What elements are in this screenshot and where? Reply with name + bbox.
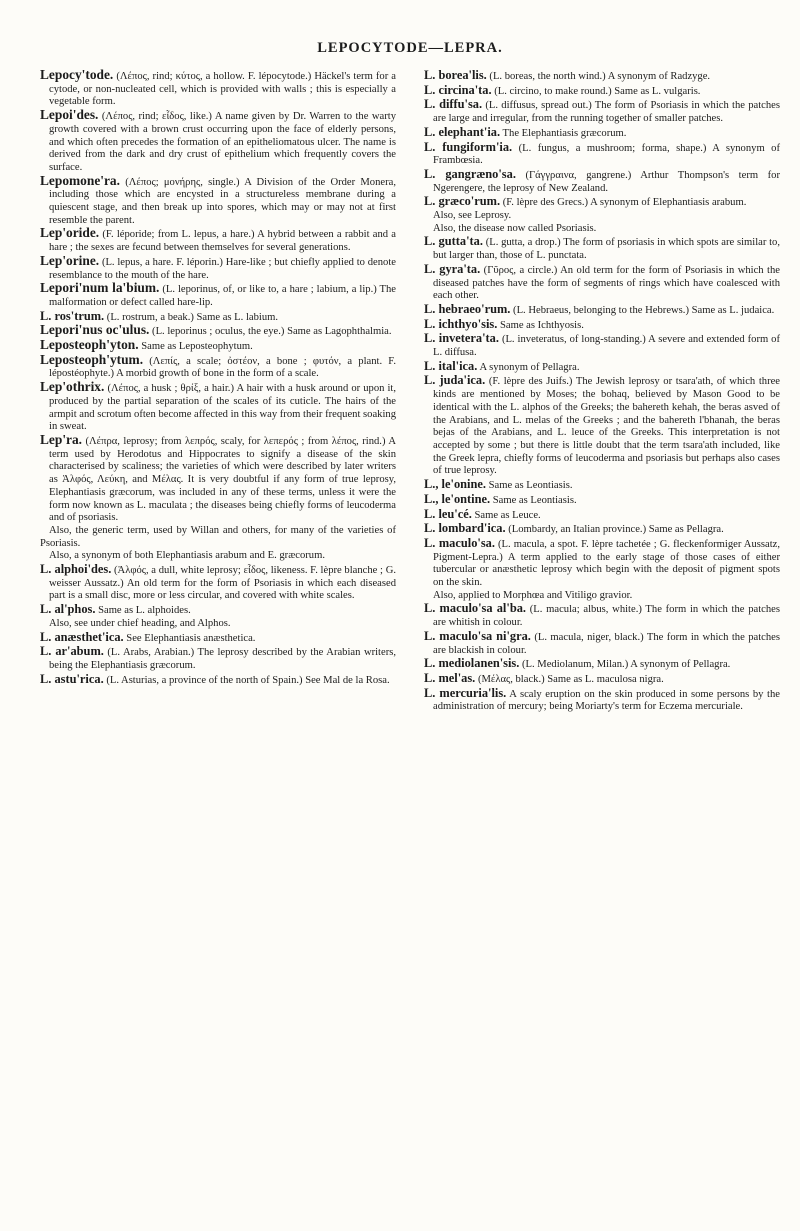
entry-headword: L. mediolanen'sis. bbox=[424, 656, 520, 671]
entry-definition: Also, a synonym of both Elephantiasis arabum and E. græcorum. bbox=[49, 550, 325, 562]
entry-headword: L. ar'abum. bbox=[40, 644, 104, 659]
dictionary-entry bbox=[40, 603, 396, 618]
entry-definition: Same as Ichthyosis. bbox=[499, 319, 584, 331]
dictionary-entry bbox=[424, 263, 780, 303]
dictionary-entry bbox=[40, 282, 396, 309]
dictionary-entry bbox=[424, 168, 780, 195]
entry-headword: L. gutta'ta. bbox=[424, 234, 483, 249]
dictionary-entry bbox=[424, 537, 780, 590]
dictionary-entry bbox=[424, 508, 780, 523]
left-column bbox=[40, 69, 396, 714]
dictionary-entry bbox=[424, 657, 780, 672]
dictionary-entry bbox=[424, 360, 780, 375]
entry-headword: L. al'phos. bbox=[40, 602, 96, 617]
entry-headword: L. gangræno'sa. bbox=[424, 166, 516, 181]
entry-headword: L. circina'ta. bbox=[424, 82, 492, 97]
entry-headword: Lepori'nus oc'ulus. bbox=[40, 322, 150, 338]
dictionary-entry bbox=[424, 126, 780, 141]
dictionary-entry bbox=[424, 522, 780, 537]
entry-headword: Leposteoph'ytum. bbox=[40, 351, 144, 367]
dictionary-entry bbox=[424, 141, 780, 168]
entry-headword: Lepomone'ra. bbox=[40, 172, 120, 188]
entry-definition: (Λεπίς, a scale; ὀστέον, a bone ; φυτόν, a plant. F. lépostéophyte.) A morbid growth of bone in the form of a scale. bbox=[49, 355, 396, 380]
entry-definition: Same as L. alphoides. bbox=[98, 605, 191, 617]
dictionary-entry bbox=[424, 332, 780, 359]
entry-headword: L. astu'rica. bbox=[40, 671, 104, 686]
entry-headword: L., le'ontine. bbox=[424, 491, 491, 506]
entry-definition: (L. macula, a spot. F. lèpre tachetée ; G. fleckenformiger Aussatz, Pigment-Lepra.) A term applied to the early stage of those cases of either tubercular or anæsthetic leprosy which begin with the deposit of pigment spots on the skin. bbox=[433, 538, 780, 589]
entry-headword: L. gyra'ta. bbox=[424, 261, 481, 276]
dictionary-entry bbox=[424, 493, 780, 508]
entry-headword: L. maculo'sa ni'gra. bbox=[424, 628, 531, 643]
entry-headword: Lep'oride. bbox=[40, 225, 100, 241]
dictionary-entry bbox=[40, 673, 396, 688]
dictionary-entry bbox=[424, 195, 780, 210]
dictionary-entry bbox=[424, 235, 780, 262]
columns bbox=[40, 69, 780, 714]
entry-definition: (L. inveteratus, of long-standing.) A severe and extended form of L. diffusa. bbox=[433, 334, 781, 359]
entry-definition: Also, see Leprosy. bbox=[433, 210, 512, 222]
entry-definition: (L. circino, to make round.) Same as L. vulgaris. bbox=[494, 85, 701, 97]
entry-definition: The Elephantiasis græcorum. bbox=[502, 127, 627, 139]
entry-definition: (F. lèpre des Juifs.) The Jewish leprosy or tsara'ath, of which three kinds are mentioned by Moses; the bohaq, believed by Mason Good to be identical with the L. alphos of the Greeks; the bahereth kehah, the beras asved of the Arabians, and L. melas of the Greeks ; and the bahereth l'bhanah, the beras bejas of the Arabians, and L. leuce of the Greeks. This interpretation is not accepted by some ; but there is little doubt that the term tsara'ath included, like the Greek lepra, chiefly forms of leucoderma and psoriasis but perhaps also cases of true leprosy. bbox=[433, 376, 780, 477]
dictionary-entry bbox=[424, 84, 780, 99]
entry-definition: (L. rostrum, a beak.) Same as L. labium. bbox=[106, 311, 279, 323]
right-column bbox=[424, 69, 780, 714]
entry-headword: L. maculo'sa. bbox=[424, 535, 495, 550]
entry-definition: (Λέπος; μονήρης, single.) A Division of the Order Monera, including those which are encysted in a structureless membrane during a quiescent stage, and then break up into spores, which may or may not at first resemble the parent. bbox=[49, 176, 396, 226]
entry-definition: Same as Leontiasis. bbox=[488, 480, 573, 492]
entry-definition: (F. lèpre des Grecs.) A synonym of Elephantiasis arabum. bbox=[502, 197, 747, 209]
entry-definition: See Elephantiasis anæsthetica. bbox=[126, 632, 256, 644]
entry-definition: Also, applied to Morphœa and Vitiligo gravior. bbox=[433, 589, 633, 601]
entry-headword: L. juda'ica. bbox=[424, 373, 486, 388]
entry-headword: Lepoi'des. bbox=[40, 107, 99, 123]
entry-definition: (L. leporinus, of, or like to, a hare ; labium, a lip.) The malformation or defect called hare-lip. bbox=[49, 284, 396, 308]
dictionary-entry bbox=[424, 687, 780, 714]
entry-headword: L. ital'ica. bbox=[424, 358, 478, 373]
entry-headword: L. mel'as. bbox=[424, 670, 476, 685]
entry-headword: Lep'orine. bbox=[40, 252, 100, 268]
entry-definition: Same as Leontiasis. bbox=[492, 494, 577, 506]
entry-definition: (L. leporinus ; oculus, the eye.) Same as Lagophthalmia. bbox=[152, 326, 392, 338]
dictionary-entry bbox=[424, 303, 780, 318]
entry-definition: A synonym of Pellagra. bbox=[479, 361, 580, 373]
dictionary-entry bbox=[424, 318, 780, 333]
entry-continuation bbox=[40, 525, 396, 550]
entry-headword: L. invetera'ta. bbox=[424, 331, 499, 346]
dictionary-entry bbox=[40, 109, 396, 175]
entry-headword: L. anæsthet'ica. bbox=[40, 629, 124, 644]
entry-headword: L. fungiform'ia. bbox=[424, 139, 513, 154]
dictionary-entry bbox=[40, 381, 396, 434]
entry-definition: (Λέπος, rind; εἶδος, like.) A name given by Dr. Warren to the warty growth covered with a brown crust occurring upon the face of elderly persons, and which often precedes the formation of an epitheliomatous ulcer. The name is derived from the dark and dry crust of epithelium which frequently covers the surface. bbox=[49, 111, 396, 173]
dictionary-entry bbox=[424, 672, 780, 687]
entry-headword: L. diffu'sa. bbox=[424, 97, 483, 112]
dictionary-entry bbox=[424, 630, 780, 657]
entry-definition: (L. fungus, a mushroom; forma, shape.) A synonym of Frambœsia. bbox=[433, 142, 780, 167]
entry-headword: L. græco'rum. bbox=[424, 194, 501, 209]
entry-headword: L. ichthyo'sis. bbox=[424, 316, 498, 331]
dictionary-entry bbox=[424, 69, 780, 84]
entry-definition: (L. boreas, the north wind.) A synonym of Radzyge. bbox=[489, 71, 711, 82]
entry-definition: A scaly eruption on the skin produced in some persons by the administration of mercury; being Moriarty's term for Eczema mercuriale. bbox=[433, 688, 780, 713]
entry-definition: (L. macula, niger, black.) The form in which the patches are blackish in colour. bbox=[433, 631, 780, 656]
dictionary-entry bbox=[40, 563, 396, 603]
entry-headword: L. leu'cé. bbox=[424, 506, 472, 521]
entry-definition: Also, the generic term, used by Willan and others, for many of the varieties of Psoriasis. bbox=[40, 524, 396, 549]
entry-definition: (L. Mediolanum, Milan.) A synonym of Pellagra. bbox=[522, 659, 731, 671]
entry-headword: L. elephant'ia. bbox=[424, 124, 501, 139]
dictionary-entry bbox=[40, 645, 396, 672]
entry-headword: Lep'ra. bbox=[40, 431, 83, 447]
entry-definition: (Λέπρα, leprosy; from λεπρός, scaly, for λεπερός ; from λέπος, rind.) A term used by Herodotus and Hippocrates to signify a disease of the skin characterised by scaliness; the varieties of which were described by later writers as Ἀλφός, Λεύκη, and Μέλας. It is very doubtful if any form of true leprosy, Elephantiasis græcorum, was included in any of these terms, unless it were the form now known as L. maculata ; the diseases being chiefly forms of leucoderma and of psoriasis. bbox=[49, 435, 396, 524]
dictionary-entry bbox=[40, 227, 396, 254]
dictionary-entry bbox=[40, 69, 396, 109]
entry-definition: Also, the disease now called Psoriasis. bbox=[433, 222, 597, 234]
entry-definition: (Γῦρος, a circle.) An old term for the form of Psoriasis in which the diseased patches have the form of segments of rings which have coalesced with each other. bbox=[433, 264, 780, 302]
entry-definition: (Lombardy, an Italian province.) Same as Pellagra. bbox=[508, 524, 724, 536]
entry-headword: L. borea'lis. bbox=[424, 68, 487, 82]
entry-headword: L. alphoi'des. bbox=[40, 562, 112, 577]
entry-headword: Leposteoph'yton. bbox=[40, 337, 139, 353]
entry-definition: (Ἀλφός, a dull, white leprosy; εἶδος, likeness. F. lèpre blanche ; G. weisser Aussatz.) An old term for the form of Psoriasis in which each diseased part is a small disc, more or less circular, and covered with white scales. bbox=[49, 565, 396, 602]
entry-definition: Same as Leposteophytum. bbox=[141, 341, 253, 353]
dictionary-entry bbox=[40, 431, 396, 525]
entry-definition: Also, see under chief heading, and Alphos. bbox=[49, 617, 231, 629]
entry-headword: L. maculo'sa al'ba. bbox=[424, 601, 527, 616]
dictionary-entry bbox=[40, 351, 396, 381]
entry-definition: (Γάγγραινα, gangrene.) Arthur Thompson's term for Ngerengere, the leprosy of New Zealand. bbox=[433, 169, 780, 194]
entry-definition: (Μέλας, black.) Same as L. maculosa nigra. bbox=[477, 673, 664, 685]
entry-definition: (L. Arabs, Arabian.) The leprosy described by the Arabian writers, being the Elephantiasis græcorum. bbox=[49, 647, 397, 671]
entry-headword: Lep'othrix. bbox=[40, 379, 105, 395]
entry-headword: L., le'onine. bbox=[424, 477, 486, 492]
entry-definition: (Λέπος, rind; κύτος, a hollow. F. lépocytode.) Häckel's term for a cytode, or non-nucleated cell, which is provided with walls ; this is especially a vegetable form. bbox=[49, 71, 396, 108]
entry-definition: (F. léporide; from L. lepus, a hare.) A hybrid between a rabbit and a hare ; the sexes are fecund between themselves for several generations. bbox=[49, 229, 396, 254]
entry-definition: (L. macula; albus, white.) The form in which the patches are whitish in colour. bbox=[433, 604, 781, 629]
entry-headword: Lepori'num la'bium. bbox=[40, 280, 160, 296]
entry-headword: Lepocy'tode. bbox=[40, 67, 114, 82]
entry-definition: (L. gutta, a drop.) The form of psoriasis in which spots are similar to, but larger than, those of L. punctata. bbox=[433, 237, 781, 262]
dictionary-entry bbox=[424, 98, 780, 125]
running-head: LEPOCYTODE—LEPRA. bbox=[317, 40, 503, 56]
dictionary-entry bbox=[40, 172, 396, 228]
entry-definition: (L. diffusus, spread out.) The form of Psoriasis in which the patches are large and irregular, from the running together of smaller patches. bbox=[433, 100, 780, 125]
entry-headword: L. hebraeo'rum. bbox=[424, 301, 511, 316]
dictionary-entry bbox=[424, 478, 780, 493]
entry-headword: L. mercuria'lis. bbox=[424, 685, 507, 700]
entry-continuation bbox=[424, 210, 780, 223]
dictionary-entry bbox=[40, 252, 396, 282]
entry-definition: Same as Leuce. bbox=[474, 509, 541, 521]
entry-definition: (L. lepus, a hare. F. léporin.) Hare-like ; but chiefly applied to denote resemblance to the mouth of the hare. bbox=[49, 256, 396, 281]
dictionary-entry bbox=[40, 631, 396, 646]
dictionary-entry bbox=[424, 602, 780, 629]
entry-definition: (L. Asturias, a province of the north of Spain.) See Mal de la Rosa. bbox=[106, 674, 390, 686]
entry-headword: L. lombard'ica. bbox=[424, 521, 506, 536]
dictionary-entry bbox=[424, 374, 780, 478]
entry-definition: (L. Hebraeus, belonging to the Hebrews.) Same as L. judaica. bbox=[513, 304, 775, 316]
entry-headword: L. ros'trum. bbox=[40, 308, 105, 323]
entry-definition: (Λέπος, a husk ; θρίξ, a hair.) A hair with a husk around or upon it, produced by the partial separation of the scales of its cuticle. The hairs of the armpit and scrotum often become affected in this way from their frequent soaking in sweat. bbox=[49, 383, 397, 433]
